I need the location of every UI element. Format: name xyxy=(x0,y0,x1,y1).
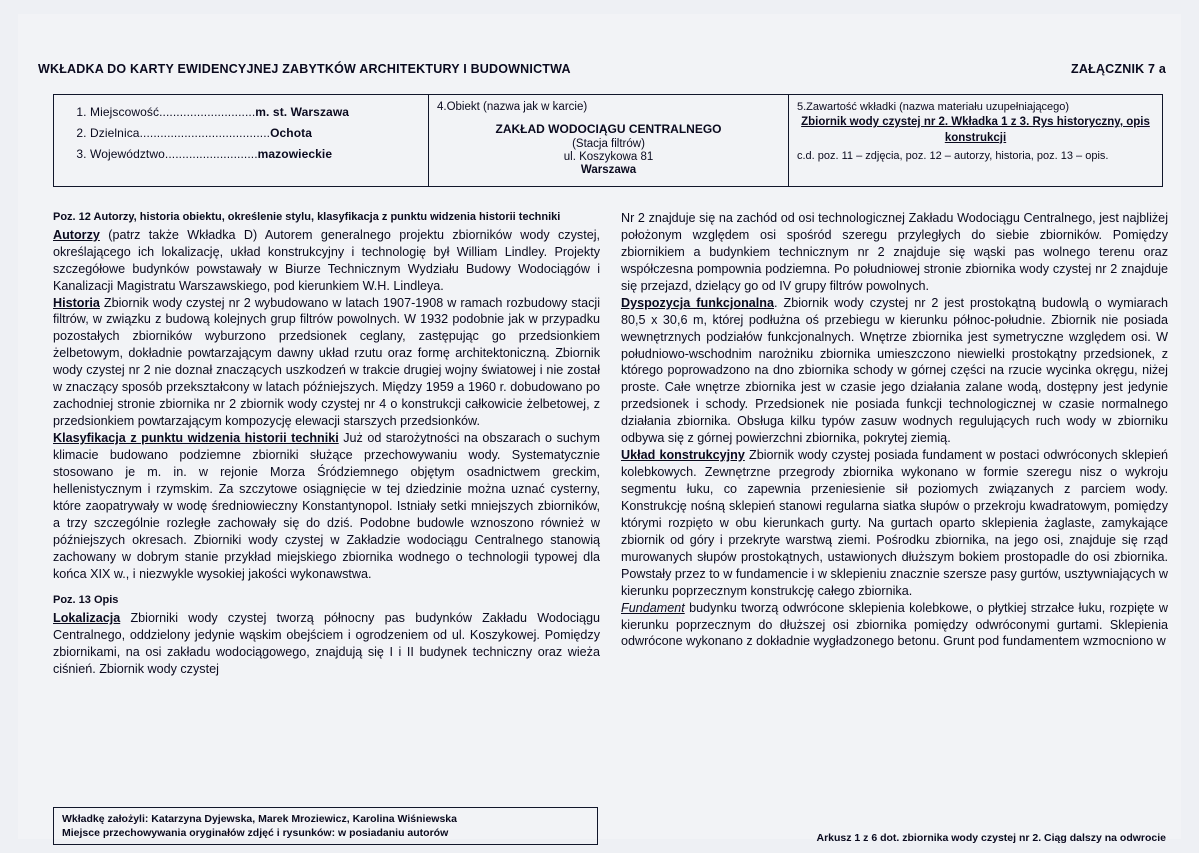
authors-lead: Autorzy xyxy=(53,227,100,242)
authors-footer-box xyxy=(53,807,598,845)
classification-text: Już od starożytności na obszarach o suchym klimacie budowano podziemne zbiorniki służące przechowywaniu wody. Systematycznie stosowano je m. in. w rejonie Morza Śródziemnego objętym osadnictwem greckim, hellenistycznym i rzymskim. Za szczytowe osiągnięcie w tej dziedzinie można uznać cysterny, które zaopatrywały w wodę średniowieczny Konstantynopol. Istniały setki mniejszych zbiorników, a trzy szczególnie rozległe zachowały się do dziś. Podobne budowle wznoszono również w późniejszych okresach. Zbiorniki wody czystej w Zakładzie wodociągu Centralnego stanowią zachowany w dobrym stanie przykład miejskiego zbiornika wodnego o technologii typowej dla końca XIX w., i niezwykle wysokiej jakości wykonawstwa. xyxy=(53,431,600,581)
object-cell xyxy=(429,95,789,186)
field-label-city: Miejscowość xyxy=(90,105,160,119)
paragraph-location-continued: Nr 2 znajduje się na zachód od osi technologicznej Zakładu Wodociągu Centralnego, jest najbliżej położonym względem osi spośród szeregu przyległych do siebie zbiorników. Pomiędzy zbiornikiem a budynkiem technicznym nr 2 znajduje się wąski pas wolnego terenu oraz współczesna pompownia podziemna. Po południowej stronie zbiornika wody czystej nr 2 znajduje się przejazd, dzielący go od IV grupy filtrów powolnych. xyxy=(621,211,1168,293)
object-address: ul. Koszykowa 81 xyxy=(563,151,654,163)
authors-text: (patrz także Wkładka D) Autorem generalnego projektu zbiorników wody czystej, określającego ich lokalizację, układ konstrukcyjny i technologię był William Lindley. Projekty szczegółowe budynków powstawały w Biurze Technicznym Wydziału Budowy Wodociągów i Kanalizacji Magistratu Warszawskiego, pod kierunkiem W.H. Lindleya. xyxy=(53,227,600,293)
location-lead: Lokalizacja xyxy=(53,611,121,626)
paragraph-history xyxy=(53,295,600,431)
object-subtitle: (Stacja filtrów) xyxy=(572,138,645,150)
section-13-heading: Poz. 13 Opis xyxy=(53,594,119,607)
foundation-lead: Fundament xyxy=(621,600,685,615)
spacer xyxy=(53,582,600,593)
dot-leader: ............................ xyxy=(159,105,256,119)
dot-leader: ...................................... xyxy=(139,126,271,140)
content-cell-note: c.d. poz. 11 – zdjęcia, poz. 12 – autorzy, historia, poz. 13 – opis. xyxy=(797,150,1109,163)
footer-storage: Miejsce przechowywania oryginałów zdjęć i rysunków: w posiadaniu autorów xyxy=(62,827,449,840)
field-value-district: Ochota xyxy=(270,126,313,140)
paragraph-functional xyxy=(621,295,1168,447)
object-city: Warszawa xyxy=(580,164,637,176)
object-name: ZAKŁAD WODOCIĄGU CENTRALNEGO xyxy=(495,122,722,136)
content-cell xyxy=(789,95,1162,186)
document-sheet xyxy=(18,14,1181,844)
functional-lead: Dyspozycja funkcjonalna xyxy=(621,295,774,310)
paragraph-foundation xyxy=(621,600,1168,651)
field-value-voivodeship: mazowieckie xyxy=(257,147,333,161)
content-cell-title: Zbiornik wody czystej nr 2. Wkładka 1 z 3. Rys historyczny, opis konstrukcji xyxy=(801,116,1150,144)
list-item xyxy=(90,105,420,119)
annex-label: ZAŁĄCZNIK 7 a xyxy=(1071,62,1166,76)
sheet-footer-note: Arkusz 1 z 6 dot. zbiornika wody czystej nr 2. Ciąg dalszy na odwrocie xyxy=(816,832,1166,844)
construction-lead: Układ konstrukcyjny xyxy=(621,448,745,463)
foundation-text: budynku tworzą odwrócone sklepienia kolebkowe, o płytkiej strzałce łuku, rozpięte w kierunku poprzecznym do dłuższej osi zbiornika pomiędzy odwróconymi gurtami. Sklepienia odwrócone wykonano z dokładnie wygładzonego betonu. Grunt pod fundamentem wzmocniono w xyxy=(621,600,1168,649)
left-column xyxy=(53,210,600,678)
location-list xyxy=(62,105,420,161)
dot-leader: ........................... xyxy=(164,147,258,161)
identification-table xyxy=(53,94,1163,187)
paragraph-classification xyxy=(53,430,600,582)
object-cell-header: 4.Obiekt (nazwa jak w karcie) xyxy=(437,101,588,113)
paragraph-construction xyxy=(621,447,1168,599)
list-item xyxy=(90,147,420,161)
field-label-district: Dzielnica xyxy=(90,126,140,140)
location-cell xyxy=(54,95,429,186)
document-header xyxy=(38,62,1166,76)
paragraph-authors xyxy=(53,227,600,295)
location-text: Zbiorniki wody czystej tworzą północny pas budynków Zakładu Wodociągu Centralnego, oddzielony jedynie wąskim obejściem i ogrodzeniem od ul. Koszykowej. Pomiędzy zbiornikami, na osi zakładu wodociągowego, znajdują się I i II budynek techniczny oraz wieża ciśnień. Zbiornik wody czystej xyxy=(53,611,600,677)
history-text: Zbiornik wody czystej nr 2 wybudowano w latach 1907-1908 w ramach rozbudowy stacji filtrów, w związku z budową kolejnych grup filtrów powolnych. W 1932 podobnie jak w przypadku pozostałych zbiorników wyburzono przedsionek ceglany, zastępując go przedsionkiem żelbetowym, dokładnie powtarzającym dawny układ rzutu oraz formę architektoniczną. Zbiornik wody czystej nr 2 nie doznał znaczących uszkodzeń w trakcie drugiej wojny światowej i nie został w znaczący sposób przekształcony w latach późniejszych. Między 1959 a 1960 r. dobudowano po zachodniej stronie zbiornika nr 2 zbiornik wody czystej nr 4 o konstrukcji całkowicie żelbetowej, z przedsionkiem powtarzającym kompozycję elewacji starszych przedsionków. xyxy=(53,295,600,429)
right-column xyxy=(621,210,1168,650)
classification-lead: Klasyfikacja z punktu widzenia historii techniki xyxy=(53,431,339,446)
construction-text: Zbiornik wody czystej posiada fundament w postaci odwróconych sklepień kolebkowych. Zewnętrzne przegrody zbiornika wykonano w formie szeregu nisz o wykroju segmentu łuku, co zapewnia przeniesienie sił poziomych związanych z parciem wody. Konstrukcję nośną sklepień stanowi regularna siatka słupów o przekroju kwadratowym, pomiędzy którymi rozpięto w obu kierunkach gurty. Na gurtach oparto sklepienia żaglaste, zamykające zbiornik od góry i przekryte warstwą ziemi. Pośrodku zbiornika, na jego osi, znajduje się rząd murowanych słupów prostokątnych, ustawionych dłuższym bokiem prostopadle do osi zbiornika. Powstały przez to w fundamencie i w sklepieniu znacznie szersze pasy gurtów, usztywniających w kierunku poprzecznym konstrukcję całego zbiornika. xyxy=(621,448,1168,598)
section-12-heading: Poz. 12 Autorzy, historia obiektu, określenie stylu, klasyfikacja z punktu widzenia historii techniki xyxy=(53,211,561,223)
field-label-voivodeship: Województwo xyxy=(90,147,165,161)
footer-authors: Wkładkę założyli: Katarzyna Dyjewska, Marek Mroziewicz, Karolina Wiśniewska xyxy=(62,813,457,825)
list-item xyxy=(90,126,420,140)
history-lead: Historia xyxy=(53,295,100,310)
page-title: WKŁADKA DO KARTY EWIDENCYJNEJ ZABYTKÓW ARCHITEKTURY I BUDOWNICTWA xyxy=(38,62,571,76)
content-cell-header: 5.Zawartość wkładki (nazwa materiału uzupełniającego) xyxy=(797,101,1070,113)
paragraph-location xyxy=(53,610,600,678)
functional-text: . Zbiornik wody czystej nr 2 jest prostokątną budowlą o wymiarach 80,5 x 30,6 m, której podłużna oś przebiegu w kierunku północ-południe. Zbiornik nie posiada wewnętrznych podziałów funkcjonalnych. Wnętrze zbiornika jest symetryczne względem osi. W południowo-wschodnim narożniku zbiornika umieszczono niewielki prostokątny przedsionek, z którego poprowadzono na dno zbiornika schody w górnej części na rzucie wycinka okręgu, niżej proste. Całe wnętrze zbiornika jest w czasie jego działania zalane wodą, dostępny jest jedynie przedsionek i schody. Przedsionek nie posiada funkcji technologicznej w czasie normalnego działania zbiornika. Obsługa kilku typów zasuw wodnych regulujących ruch wody w zbiorniku odbywa się z górnej powierzchni zbiornika, pokrytej ziemią. xyxy=(621,295,1168,446)
field-value-city: m. st. Warszawa xyxy=(255,105,350,119)
